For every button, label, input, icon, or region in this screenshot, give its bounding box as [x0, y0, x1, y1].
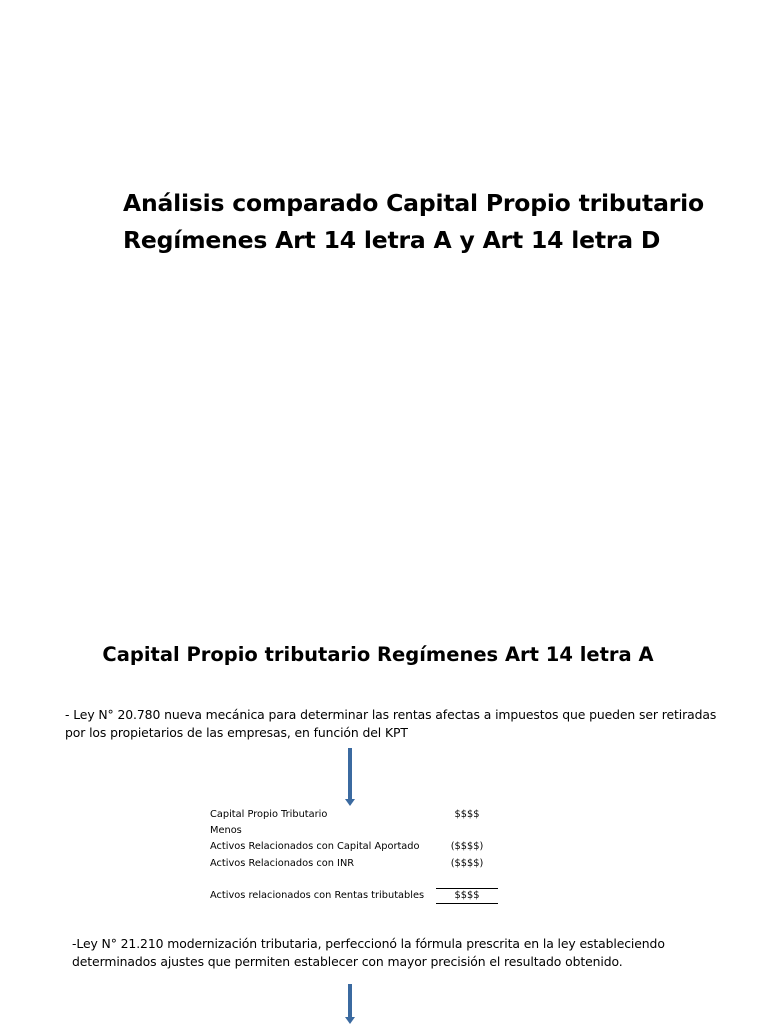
calc-label: Capital Propio Tributario [210, 809, 328, 820]
title-line-2: Regímenes Art 14 letra A y Art 14 letra D [123, 226, 661, 254]
calc-label: Activos Relacionados con INR [210, 857, 355, 869]
calc-label: Activos Relacionados con Capital Aportado [210, 841, 420, 853]
down-arrow-icon [344, 984, 356, 1024]
paragraph-1-line-2: por los propietarios de las empresas, en función del KPT [65, 725, 408, 740]
calc-row-inr [210, 856, 510, 872]
calc-value: ($$$$) [450, 841, 484, 853]
down-arrow-icon [344, 748, 356, 806]
calc-label: Menos [210, 825, 242, 837]
calc-value: $$$$ [454, 809, 480, 820]
calc-value: ($$$$) [450, 857, 484, 869]
calc-row-menos [210, 823, 510, 839]
document-title [123, 185, 704, 259]
section-title: Capital Propio tributario Regímenes Art 14 letra A [102, 643, 654, 666]
title-line-1: Análisis comparado Capital Propio tributario [123, 189, 704, 217]
paragraph-ley-21210 [72, 935, 665, 971]
calc-row-capital-propio [210, 807, 510, 823]
calc-total-value: $$$$ [436, 888, 498, 904]
paragraph-ley-20780 [65, 706, 716, 742]
calc-row-rentas-tributables [210, 888, 510, 904]
paragraph-2-line-2: determinados ajustes que permiten establecer con mayor precisión el resultado obtenido. [72, 954, 623, 969]
calc-row-capital-aportado [210, 839, 510, 855]
paragraph-2-line-1: -Ley N° 21.210 modernización tributaria, perfeccionó la fórmula prescrita en la ley estableciendo [72, 936, 665, 951]
paragraph-1-line-1: - Ley N° 20.780 nueva mecánica para determinar las rentas afectas a impuestos que pueden ser retiradas [65, 707, 717, 722]
calc-label: Activos relacionados con Rentas tributables [210, 889, 425, 901]
capital-calculation-table [210, 807, 510, 904]
